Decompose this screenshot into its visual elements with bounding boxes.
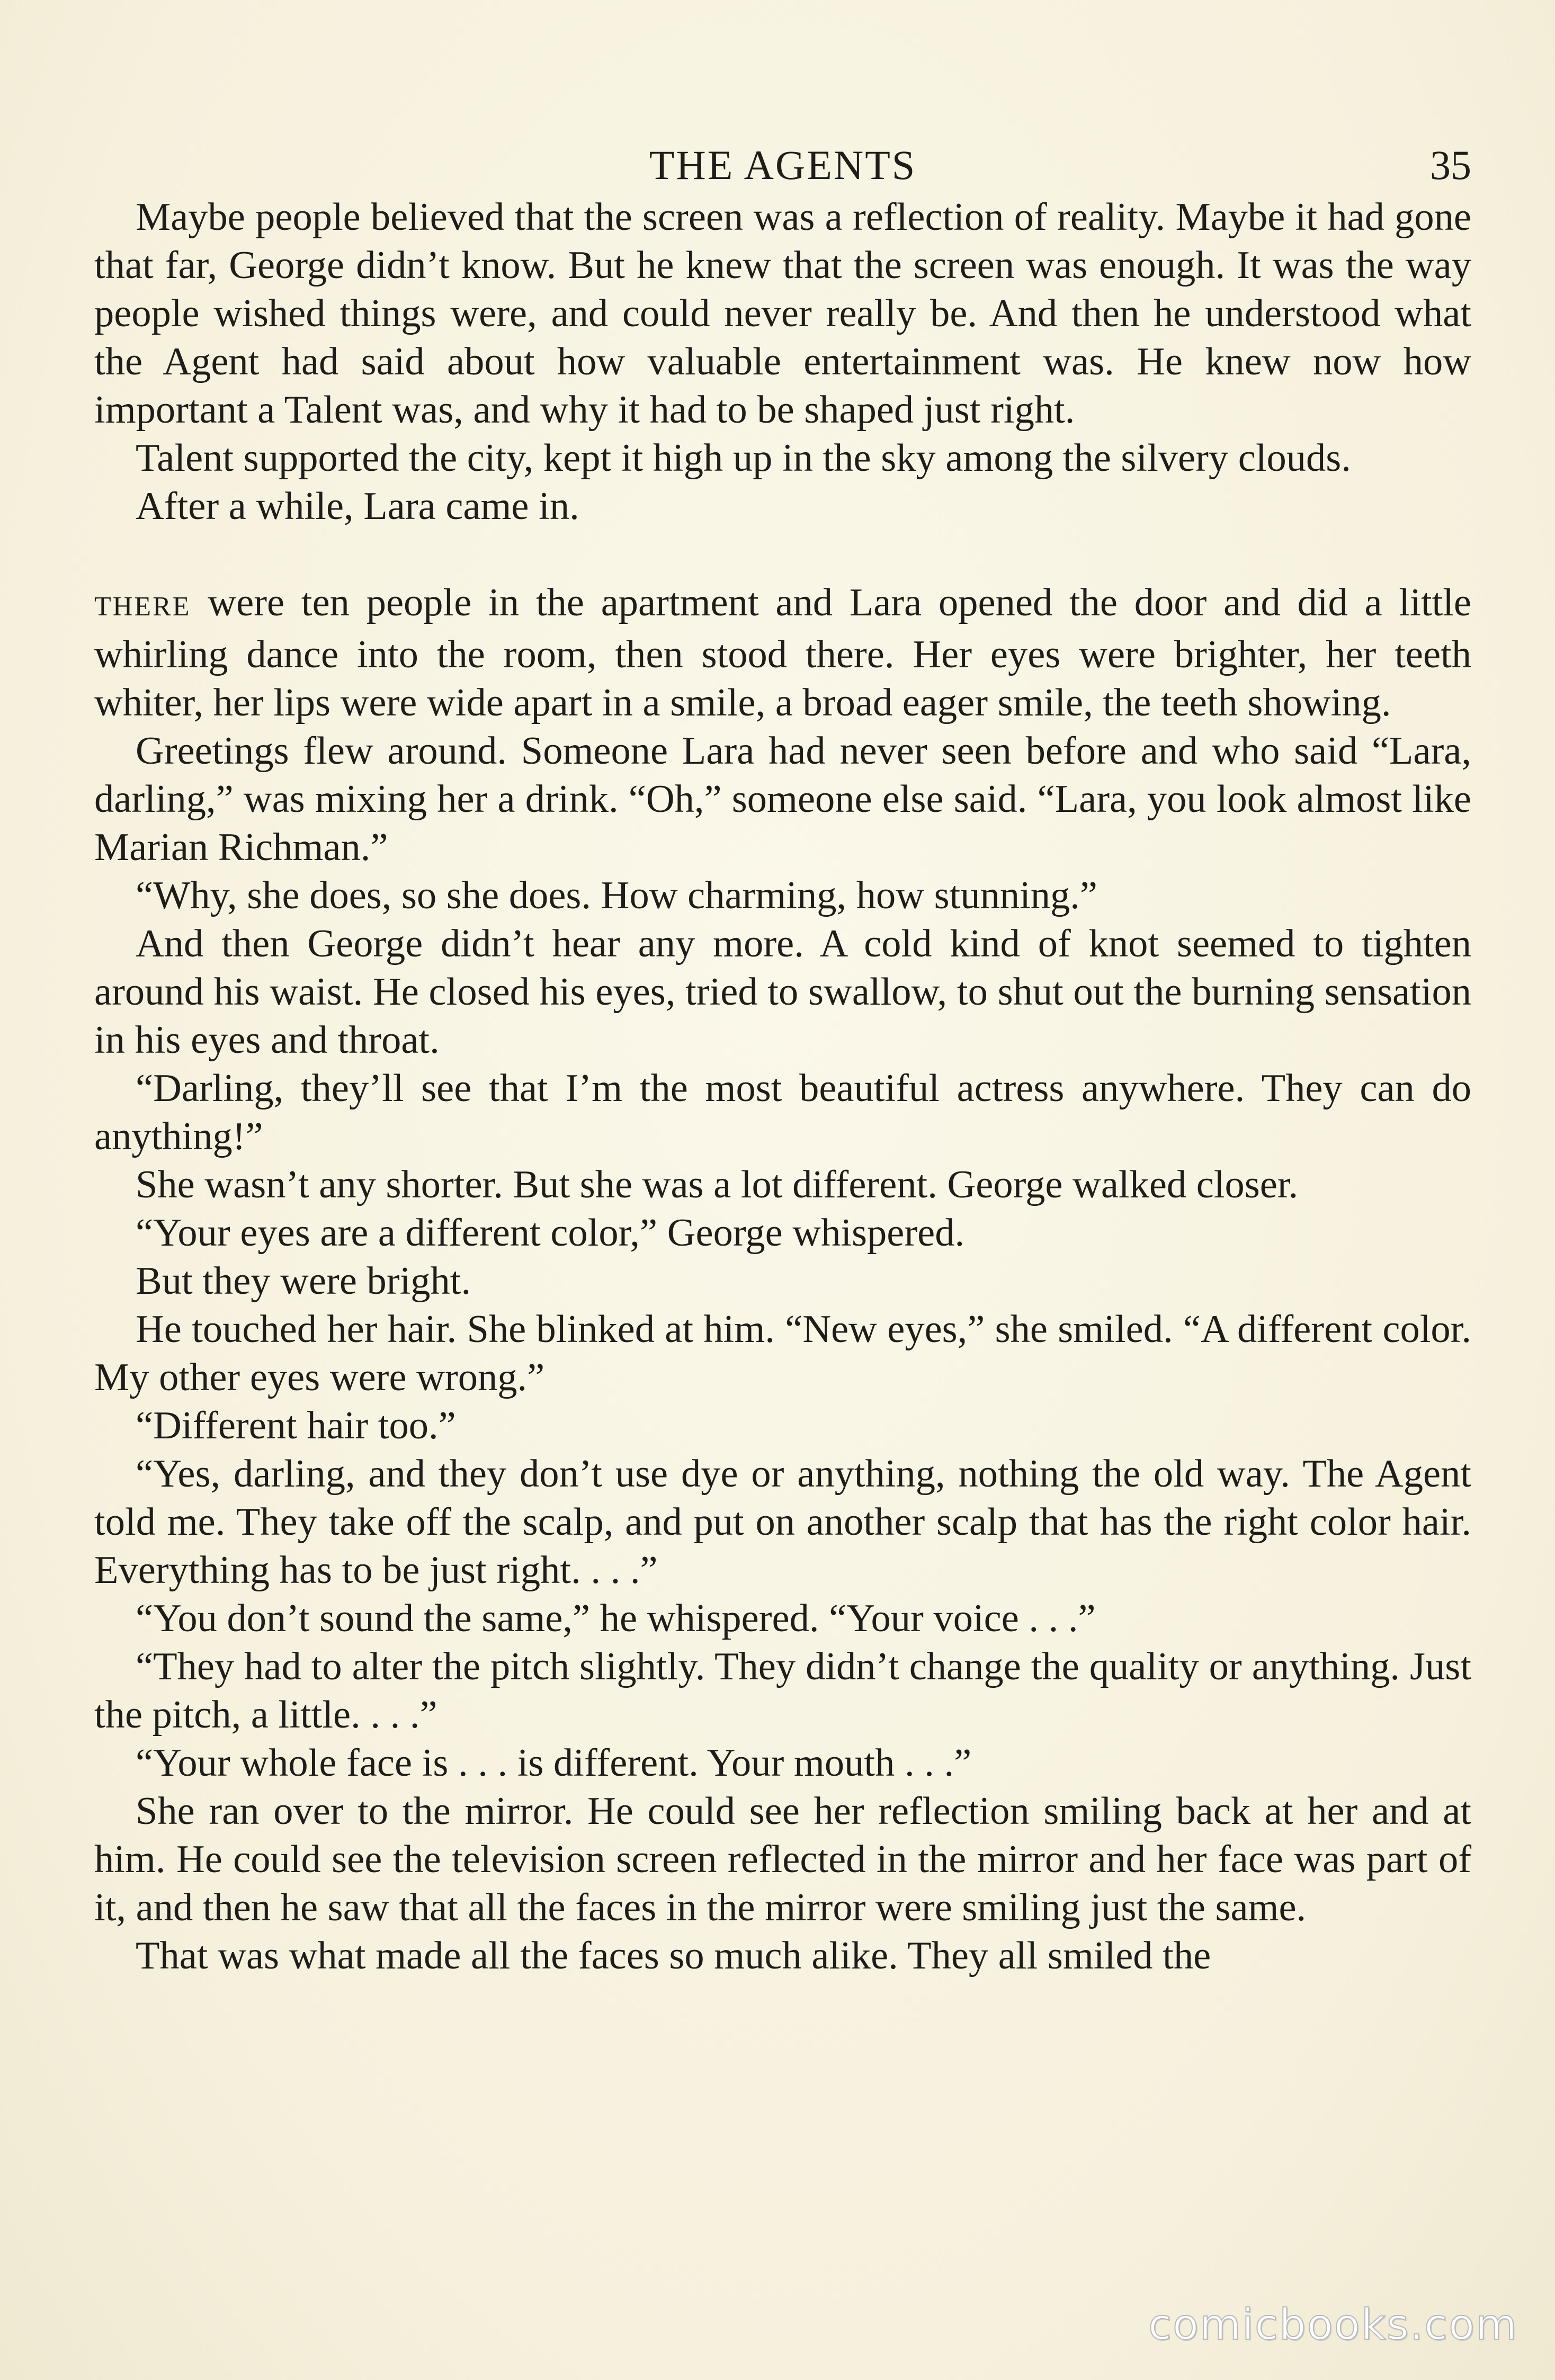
paragraph: She wasn’t any shorter. But she was a lot different. George walked closer. [136, 1163, 1299, 1206]
paragraph: “Why, she does, so she does. How charming, how stunning.” [136, 874, 1097, 917]
paragraph: Talent supported the city, kept it high up in the sky among the silvery clouds. [136, 436, 1351, 480]
paragraph: He touched her hair. She blinked at him. “New eyes,” she smiled. “A different color. My other eyes were wrong.” [94, 1308, 1471, 1399]
paragraph: “Different hair too.” [136, 1404, 456, 1447]
section-break [94, 531, 1471, 579]
paragraph: “Yes, darling, and they don’t use dye or anything, nothing the old way. The Agent told me. They take off the scalp, and put on another scalp that has the right color hair. Everything has to be just right. . . .” [94, 1452, 1471, 1592]
paragraph: “They had to alter the pitch slightly. They didn’t change the quality or anything. Just the pitch, a little. . . .” [94, 1645, 1471, 1737]
paragraph: Maybe people believed that the screen was a reflection of reality. Maybe it had gone that far, George didn’t know. But he knew that the screen was enough. It was the way people wished things were, and could never really be. And then he understood what the Agent had said about how valuable entertainment was. He knew now how important a Talent was, and why it had to be shaped just right. [94, 195, 1471, 432]
lead-word: THERE [94, 592, 191, 622]
paragraph: But they were bright. [136, 1259, 471, 1303]
paragraph: After a while, Lara came in. [136, 485, 579, 528]
running-head: THE AGENTS [649, 142, 917, 188]
watermark: comicbooks.com [1148, 2300, 1518, 2349]
paragraph: “You don’t sound the same,” he whispered. “Your voice . . .” [136, 1597, 1096, 1640]
section-opening-paragraph [94, 579, 1471, 727]
body-text [94, 193, 1471, 1980]
paragraph: “Your eyes are a different color,” George whispered. [136, 1211, 965, 1255]
page-header [94, 139, 1471, 192]
page-number: 35 [1430, 142, 1471, 188]
paragraph: And then George didn’t hear any more. A cold kind of knot seemed to tighten around his waist. He closed his eyes, tried to swallow, to shut out the burning sensation in his eyes and throat. [94, 922, 1471, 1062]
paragraph: That was what made all the faces so much alike. They all smiled the [136, 1934, 1211, 1978]
lead-rest: were ten people in the apartment and Lara opened the door and did a little whirling dance into the room, then stood there. Her eyes were brighter, her teeth whiter, her lips were wide apart in a smile, a broad eager smile, the teeth showing. [94, 581, 1471, 724]
paragraph: “Darling, they’ll see that I’m the most beautiful actress anywhere. They can do anything!” [94, 1067, 1471, 1158]
paragraph: She ran over to the mirror. He could see her reflection smiling back at her and at him. He could see the television screen reflected in the mirror and her face was part of it, and then he saw that all the faces in the mirror were smiling just the same. [94, 1790, 1471, 1929]
paragraph: “Your whole face is . . . is different. Your mouth . . .” [136, 1741, 972, 1785]
paragraph: Greetings flew around. Someone Lara had never seen before and who said “Lara, darling,” was mixing her a drink. “Oh,” someone else said. “Lara, you look almost like Marian Richman.” [94, 729, 1471, 869]
